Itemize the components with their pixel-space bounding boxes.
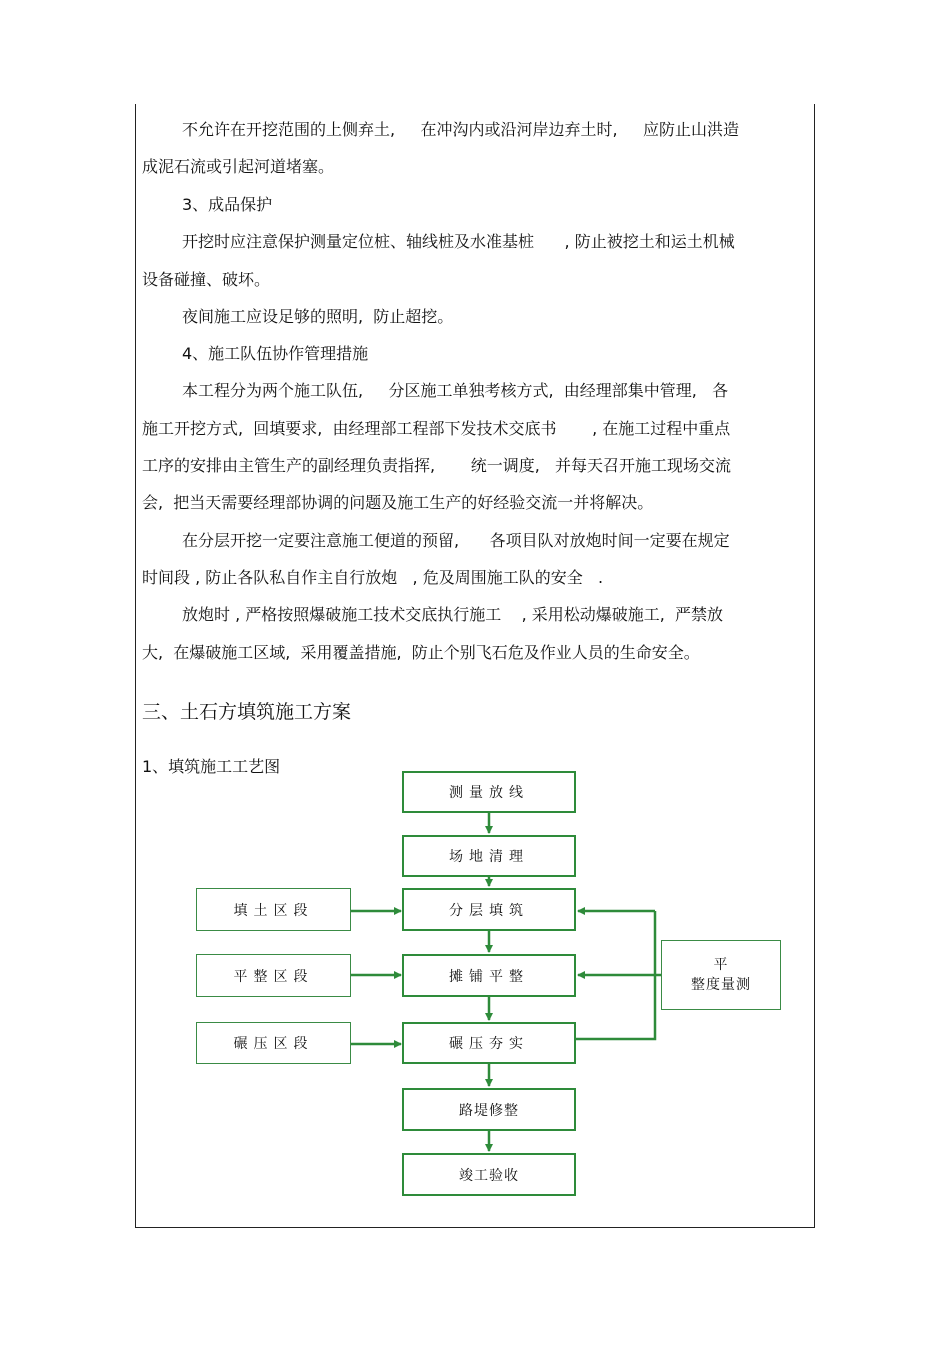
flow-step-3: 分层填筑 <box>402 888 576 931</box>
subsection-title: 3、成品保护 <box>182 195 273 214</box>
flow-step-5: 碾压夯实 <box>402 1022 576 1064</box>
flow-step-7: 竣工验收 <box>402 1153 576 1196</box>
paragraph-line: 在分层开挖一定要注意施工便道的预留, 各项目队对放炮时间一定要在规定 <box>182 531 730 550</box>
flow-input-1: 填土区段 <box>196 888 351 931</box>
flow-check-box <box>661 940 781 1010</box>
flow-input-2: 平整区段 <box>196 954 351 997</box>
flow-check-line1: 平 <box>713 957 729 973</box>
flow-step-6: 路堤修整 <box>402 1088 576 1131</box>
section-heading: 三、土石方填筑施工方案 <box>142 701 352 723</box>
flow-step-2: 场地清理 <box>402 835 576 877</box>
paragraph-line: 施工开挖方式, 回填要求, 由经理部工程部下发技术交底书 , 在施工过程中重点 <box>142 419 731 438</box>
flow-step-1: 测量放线 <box>402 771 576 813</box>
paragraph-line: 放炮时 , 严格按照爆破施工技术交底执行施工 , 采用松动爆破施工, 严禁放 <box>182 605 724 624</box>
paragraph-line: 时间段 , 防止各队私自作主自行放炮 , 危及周围施工队的安全 . <box>142 568 604 587</box>
paragraph-line: 成泥石流或引起河道堵塞。 <box>142 157 335 176</box>
flowchart-subheading: 1、填筑施工工艺图 <box>142 757 281 776</box>
paragraph-line: 工序的安排由主管生产的副经理负责指挥, 统一调度, 并每天召开施工现场交流 <box>142 456 732 475</box>
flow-check-line2: 整度量测 <box>691 977 751 993</box>
paragraph-line: 夜间施工应设足够的照明, 防止超挖。 <box>182 307 454 326</box>
subsection-title: 4、施工队伍协作管理措施 <box>182 344 369 363</box>
flow-step-4: 摊铺平整 <box>402 954 576 997</box>
paragraph-line: 会, 把当天需要经理部协调的问题及施工生产的好经验交流一并将解决。 <box>142 493 654 512</box>
paragraph-line: 设备碰撞、破坏。 <box>142 270 271 289</box>
paragraph-line: 开挖时应注意保护测量定位桩、轴线桩及水准基桩 , 防止被挖土和运土机械 <box>182 232 735 251</box>
paragraph-line: 不允许在开挖范围的上侧弃土, 在冲沟内或沿河岸边弃土时, 应防止山洪造 <box>182 120 740 139</box>
flow-input-3: 碾压区段 <box>196 1022 351 1064</box>
paragraph-line: 本工程分为两个施工队伍, 分区施工单独考核方式, 由经理部集中管理, 各 <box>182 381 729 400</box>
paragraph-line: 大, 在爆破施工区域, 采用覆盖措施, 防止个别飞石危及作业人员的生命安全。 <box>142 643 700 662</box>
